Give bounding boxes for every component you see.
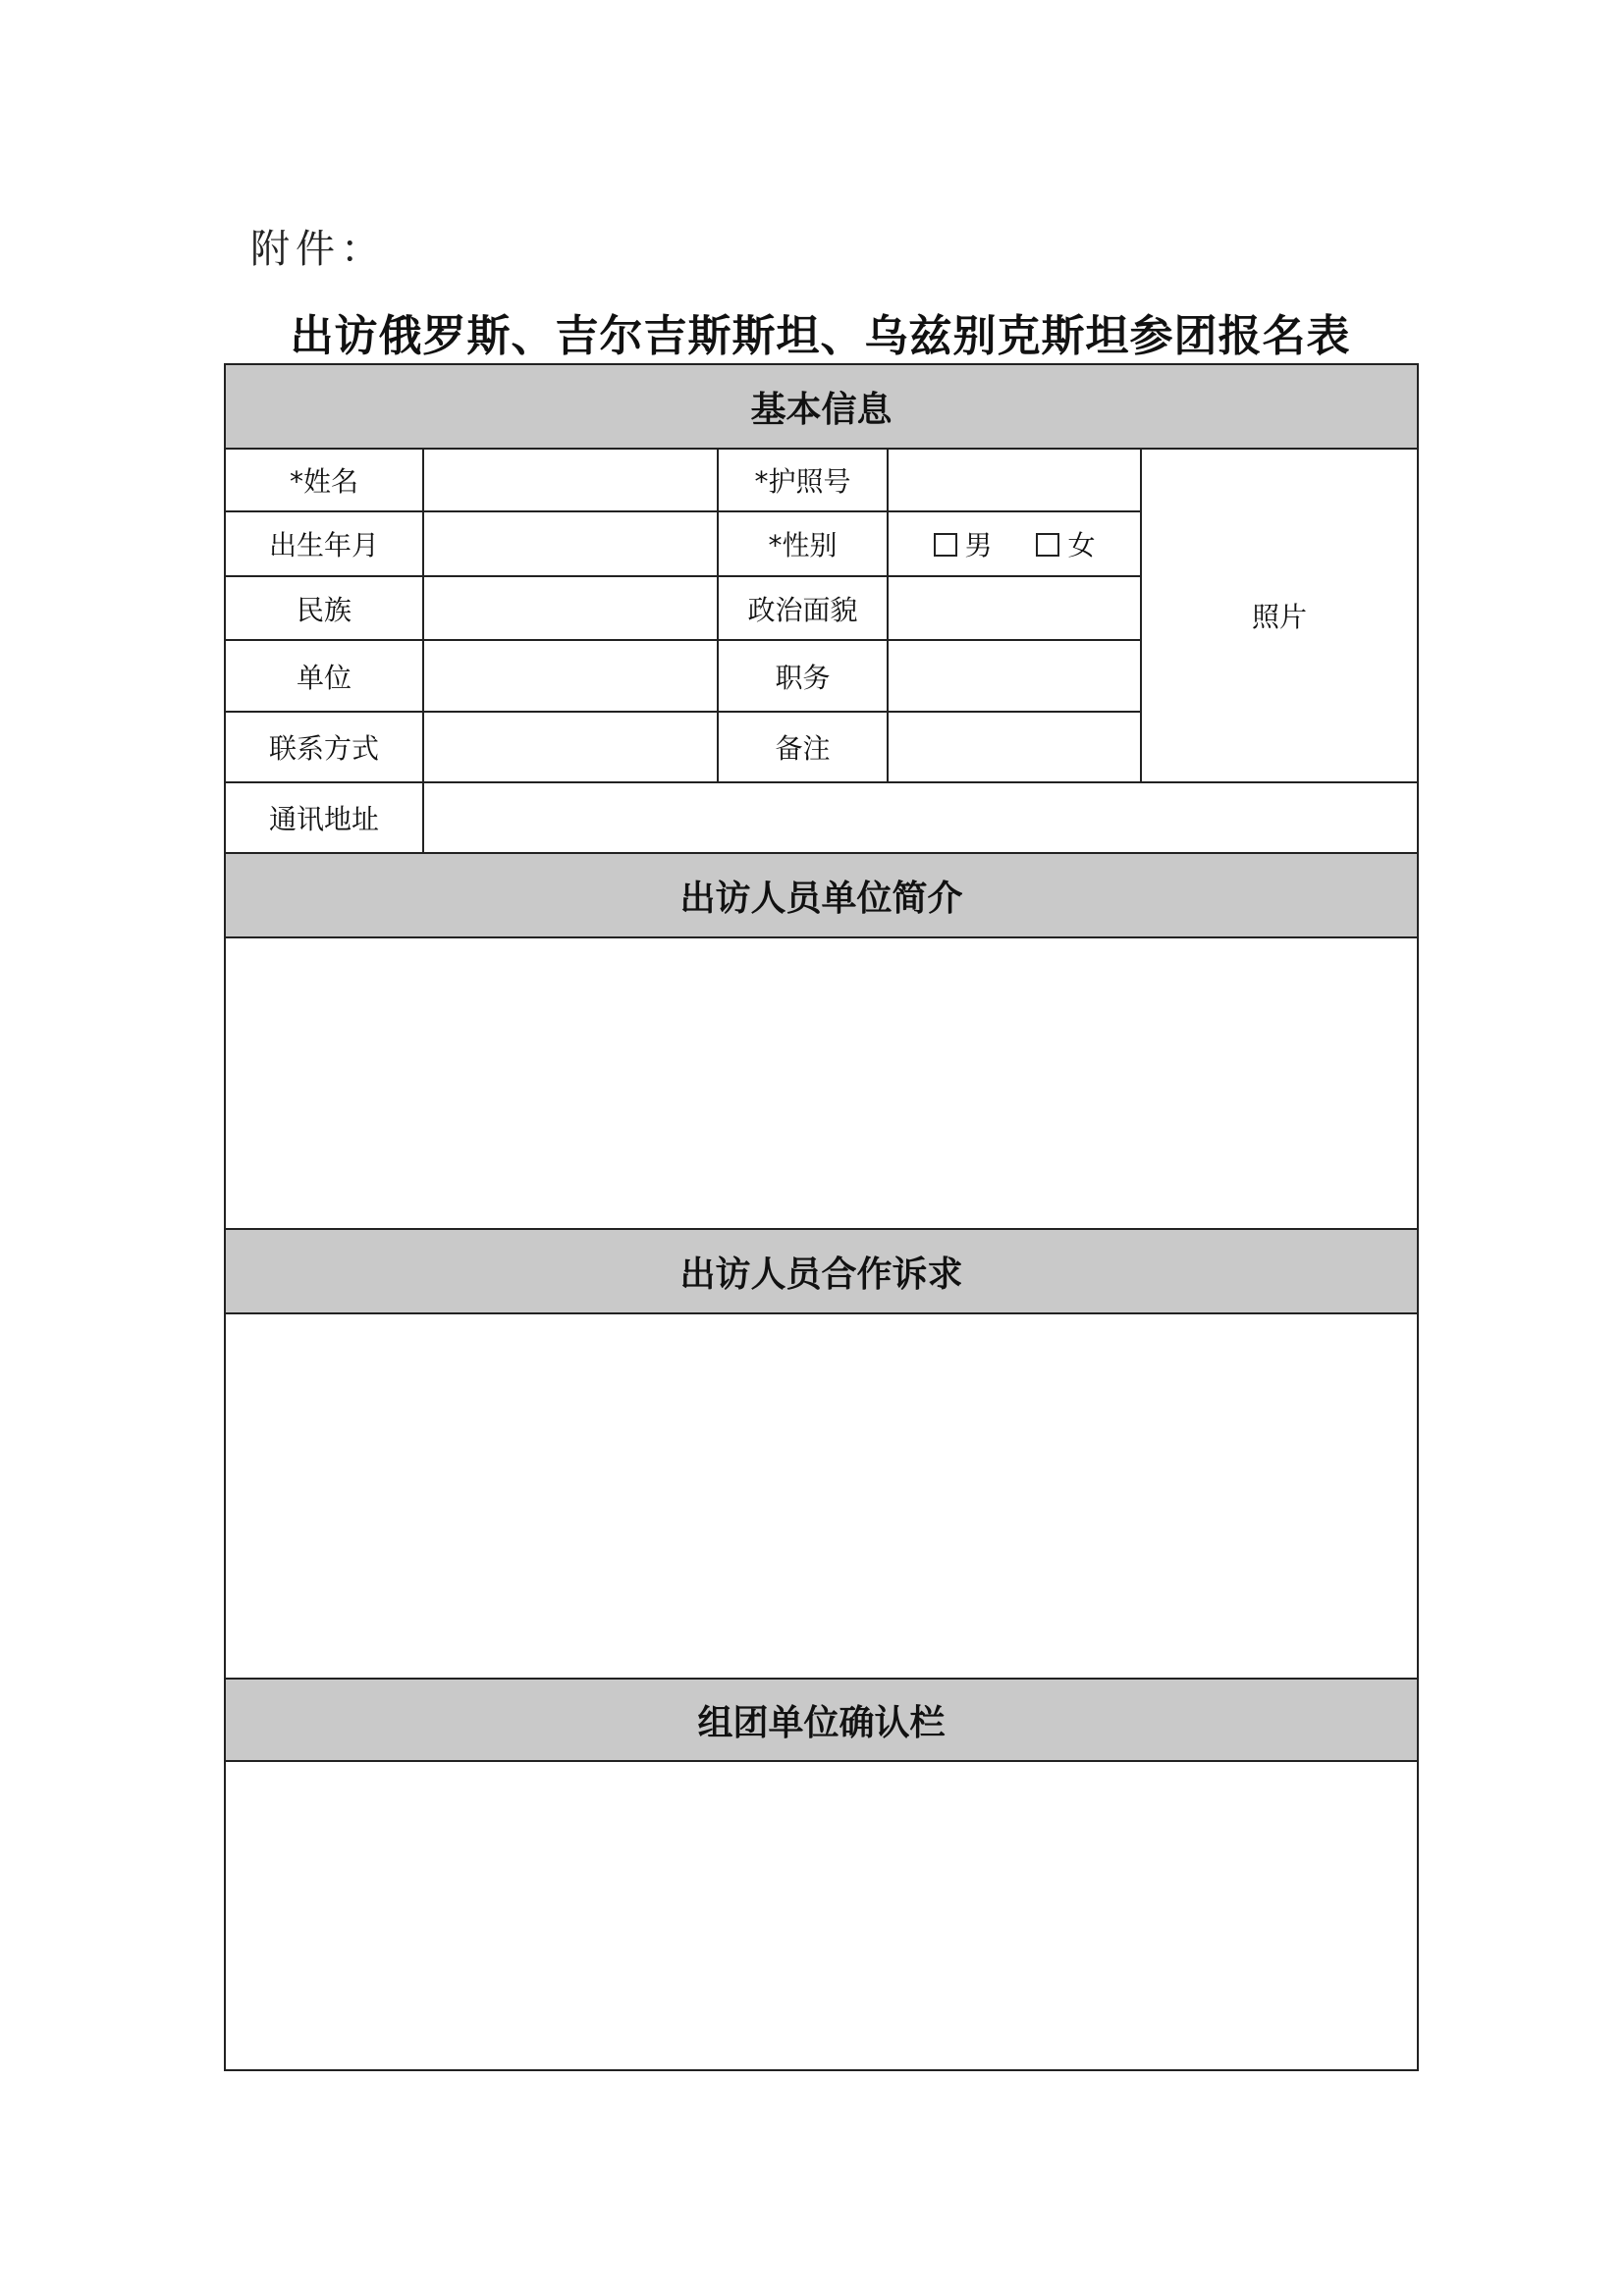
label-passport: *护照号 bbox=[718, 449, 888, 511]
input-ethnicity[interactable] bbox=[423, 576, 718, 640]
section-basic-info: 基本信息 bbox=[225, 364, 1418, 449]
input-address[interactable] bbox=[423, 782, 1418, 853]
checkbox-male[interactable] bbox=[934, 533, 957, 557]
gender-female-option[interactable] bbox=[1036, 524, 1095, 563]
input-unit-intro[interactable] bbox=[225, 937, 1418, 1229]
label-position: 职务 bbox=[718, 640, 888, 712]
label-contact: 联系方式 bbox=[225, 712, 423, 782]
input-name[interactable] bbox=[423, 449, 718, 511]
label-gender: *性别 bbox=[718, 511, 888, 576]
label-remarks: 备注 bbox=[718, 712, 888, 782]
photo-box[interactable]: 照片 bbox=[1141, 449, 1418, 782]
section-unit-intro: 出访人员单位简介 bbox=[225, 853, 1418, 937]
input-position[interactable] bbox=[888, 640, 1141, 712]
input-political[interactable] bbox=[888, 576, 1141, 640]
attachment-label: 附件： bbox=[250, 227, 386, 272]
input-contact[interactable] bbox=[423, 712, 718, 782]
gender-options bbox=[888, 511, 1141, 576]
input-remarks[interactable] bbox=[888, 712, 1141, 782]
label-name: *姓名 bbox=[225, 449, 423, 511]
registration-form-table bbox=[224, 363, 1419, 2071]
label-unit: 单位 bbox=[225, 640, 423, 712]
form-title: 出访俄罗斯、吉尔吉斯斯坦、乌兹别克斯坦参团报名表 bbox=[290, 311, 1351, 361]
label-political: 政治面貌 bbox=[718, 576, 888, 640]
input-unit[interactable] bbox=[423, 640, 718, 712]
section-confirm: 组团单位确认栏 bbox=[225, 1679, 1418, 1761]
checkbox-female[interactable] bbox=[1036, 533, 1059, 557]
label-ethnicity: 民族 bbox=[225, 576, 423, 640]
label-address: 通讯地址 bbox=[225, 782, 423, 853]
section-cooperation: 出访人员合作诉求 bbox=[225, 1229, 1418, 1313]
input-cooperation[interactable] bbox=[225, 1313, 1418, 1679]
label-birth: 出生年月 bbox=[225, 511, 423, 576]
gender-female-label: 女 bbox=[1067, 529, 1096, 561]
gender-male-option[interactable] bbox=[934, 524, 993, 563]
input-confirm[interactable] bbox=[225, 1761, 1418, 2070]
gender-male-label: 男 bbox=[964, 529, 993, 561]
input-birth[interactable] bbox=[423, 511, 718, 576]
input-passport[interactable] bbox=[888, 449, 1141, 511]
